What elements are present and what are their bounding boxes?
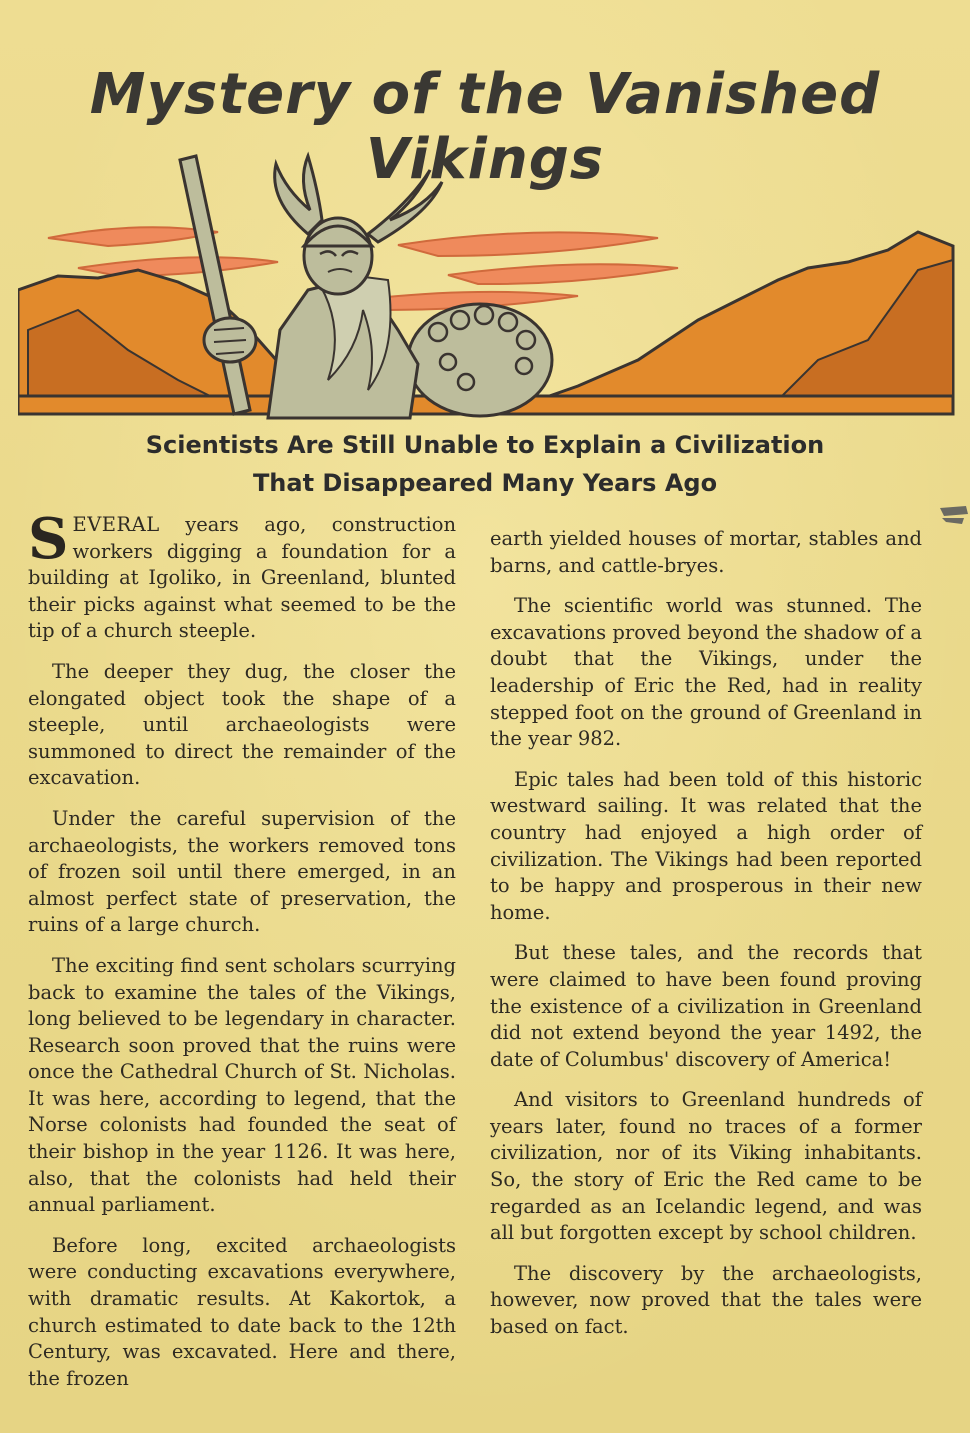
paragraph: The deeper they dug, the closer the elongated object took the shape of a steeple, until archaeologists were summoned to direct the remainder of the excavation. [28,659,456,790]
lead-word: EVERAL [72,513,160,536]
viking-warrior-illustration [18,150,958,420]
paragraph: And visitors to Greenland hundreds of years later, found no traces of a former civilization, nor of its Viking inhabitants. So, the story of Eric the Red came to be regarded as an Icelandic legend, and was all but forgotten except by school children. [490,1088,922,1245]
paragraph [28,506,456,645]
right-column [490,526,922,1355]
paragraph-text: years ago, construction workers digging a foundation for a building at Igoliko, in Greenland, blunted their picks against what seemed to be the tip of a church steeple. [28,513,456,643]
paragraph: Before long, excited archaeologists were conducting excavations everywhere, with dramatic results. At Kakortok, a church estimated to date back to the 12th Century, was excavated. Here and there, the frozen [28,1233,456,1390]
helmet-wing-right [368,170,442,242]
cloud-shape [398,232,658,256]
paragraph: The scientific world was stunned. The excavations proved beyond the shadow of a doubt that the Vikings, under the leadership of Eric the Red, had in reality stepped foot on the ground of Greenland in the year 982. [490,594,922,751]
paragraph: The exciting find sent scholars scurrying back to examine the tales of the Vikings, long believed to be legendary in character. Research soon proved that the ruins were once the Cathedral Church of St. Nicholas. It was here, according to legend, that the Norse colonists had founded the seat of their bishop in the year 1126. It was here, also, that the colonists had held their annual parliament. [28,953,456,1217]
page-edge-mark-icon [936,502,970,526]
cloud-shape [48,227,218,246]
paragraph: Under the careful supervision of the archaeologists, the workers removed tons of frozen soil until there emerged, in an almost perfect state of preservation, the ruins of a large church. [28,806,456,937]
subtitle-line-1: Scientists Are Still Unable to Explain a Civilization [145,431,825,459]
paragraph: Epic tales had been told of this historic westward sailing. It was related that the country had enjoyed a high order of civilization. The Vikings had been reported to be happy and prosperous in their new home. [490,767,922,924]
drop-cap: S [28,506,69,572]
paragraph: earth yielded houses of mortar, stables and barns, and cattle-bryes. [490,527,922,577]
article-title: Mystery of the Vanished Vikings [89,62,881,192]
paragraph: But these tales, and the records that were claimed to have been found proving the existence of a civilization in Greenland did not extend beyond the year 1492, the date of Columbus' discovery of America! [490,941,922,1071]
left-column [28,506,456,1406]
helmet-wing-left [275,156,322,234]
subtitle-line-2: That Disappeared Many Years Ago [252,469,718,497]
cloud-shape [448,264,678,284]
paragraph: The discovery by the archaeologists, however, now proved that the tales were based on fact. [490,1261,922,1339]
article-subtitle [0,426,970,502]
cloud-shape [78,257,278,276]
